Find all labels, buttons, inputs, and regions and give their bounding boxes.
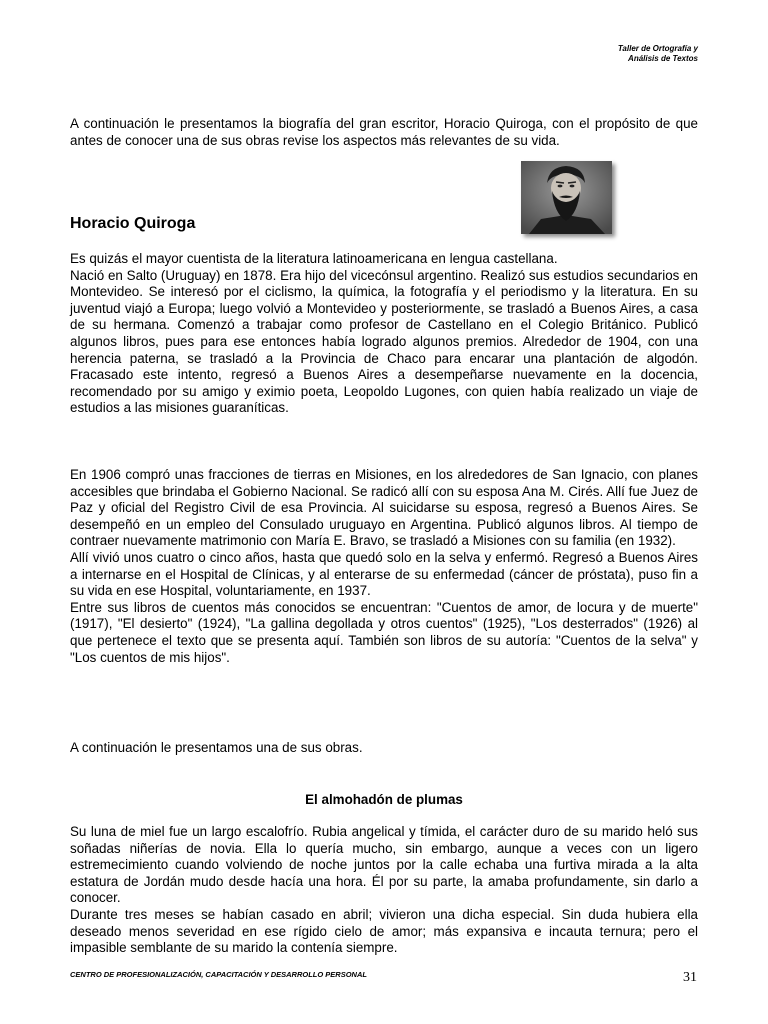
story-paragraph: Durante tres meses se habían casado en abril; vivieron una dicha especial. Sin duda hubiera ella deseado menos severidad en ese rígido cielo de amor; más expansiva e incauta ternura; pero el impasible semblante de su marido la contenía siempre. [70,906,698,956]
page-number: 31 [683,970,697,985]
page-header [618,44,698,64]
story-paragraph: Su luna de miel fue un largo escalofrío. Rubia angelical y tímida, el carácter duro de su marido heló sus soñadas niñerías de novia. Ella lo quería mucho, sin embargo, aunque a veces con un ligero estremecimiento cuando volviendo de noche juntos por la calle echaba una furtiva mirada a la alta estatura de Jordán mudo desde hacía una hora. Él por su parte, la amaba profundamente, sin darlo a conocer. [70,824,698,906]
transition-paragraph: A continuación le presentamos una de sus obras. [70,740,363,755]
biography-line: Entre sus libros de cuentos más conocidos se encuentran: "Cuentos de amor, de locura y de muerte" (1917), "El desierto" (1924), "La gallina degollada y otros cuentos" (1925), "Los desterrados" (1926) al que pertenece el texto que se presenta aquí. También son libros de su autoría: "Cuentos de la selva" y "Los cuentos de mis hijos". [70,599,698,665]
intro-paragraph: A continuación le presentamos la biografía del gran escritor, Horacio Quiroga, con el propósito de que antes de conocer una de sus obras revise los aspectos más relevantes de su vida. [70,116,698,148]
author-portrait [521,161,612,234]
story-title: El almohadón de plumas [305,792,463,807]
biography-line: Nació en Salto (Uruguay) en 1878. Era hijo del vicecónsul argentino. Realizó sus estudios secundarios en Montevideo. Se interesó por el ciclismo, la química, la fotografía y el periodismo y la literatura. En su juventud viajó a Europa; luego volvió a Montevideo y posteriormente, se trasladó a Buenos Aires, a casa de su hermana. Comenzó a trabajar como profesor de Castellano en el Colegio Británico. Publicó algunos libros, pues para ese entonces había logrado algunos premios. Alrededor de 1904, con una herencia paterna, se trasladó a la Provincia de Chaco para encarar una plantación de algodón. Fracasado este intento, regresó a Buenos Aires a desempeñarse nuevamente en la docencia, recomendado por su amigo y eximio poeta, Leopoldo Lugones, con quien había realizado un viaje de estudios a las misiones guaraníticas. [70,267,698,416]
biography-line: En 1906 compró unas fracciones de tierras en Misiones, en los alrededores de San Ignacio, con planes accesibles que brindaba el Gobierno Nacional. Se radicó allí con su esposa Ana M. Cirés. Allí fue Juez de Paz y oficial del Registro Civil de esa Provincia. Al suicidarse su esposa, regresó a Buenos Aires. Se desempeñó en un empleo del Consulado uruguayo en Argentina. Publicó algunos libros. Al tiempo de contraer nuevamente matrimonio con María E. Bravo, se trasladó a Misiones con su familia (en 1932). [70,467,698,549]
biography-title: Horacio Quiroga [70,215,196,232]
biography-line: Es quizás el mayor cuentista de la literatura latinoamericana en lengua castellana. [70,251,558,266]
biography-line: Allí vivió unos cuatro o cinco años, hasta que quedó solo en la selva y enfermó. Regresó a Buenos Aires a internarse en el Hospital de Clínicas, y al enterarse de su enfermedad (cáncer de próstata), puso fin a su vida en ese Hospital, voluntariamente, en 1937. [70,549,698,599]
story-text [70,824,698,957]
biography-paragraph-1 [70,251,698,417]
portrait-image [521,161,612,234]
footer-institution: CENTRO DE PROFESIONALIZACIÓN, CAPACITACIÓN Y DESARROLLO PERSONAL [70,970,367,979]
header-line-1: Taller de Ortografía y [617,44,698,53]
header-line-2: Análisis de Textos [628,54,698,63]
biography-paragraph-2 [70,467,698,666]
